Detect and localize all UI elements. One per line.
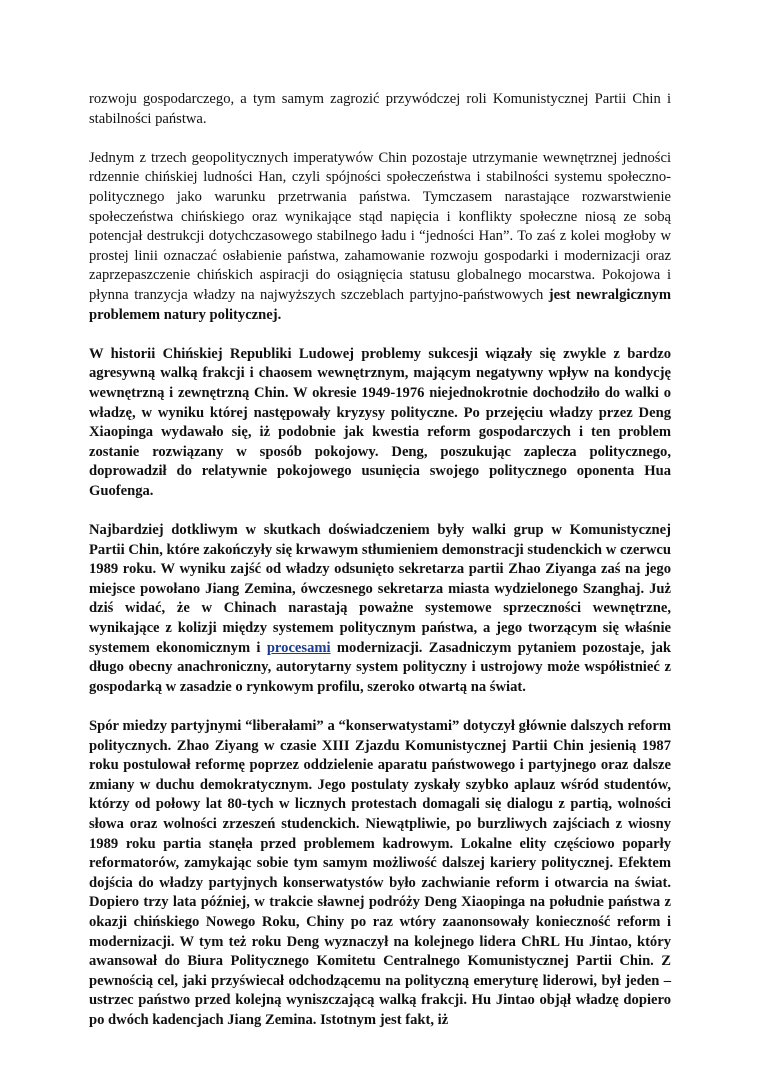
bold-phrase: jest newralgicznym problemem natury politycznej. — [89, 286, 671, 323]
paragraph-text: modernizacji. Zasadniczym pytaniem pozostaje, jak długo obecny anachroniczny, autorytarny system polityczny i ustrojowy może współistnieć z gospodarką w zasadzie o rynkowym profilu, szeroko otwartą na świat. — [89, 639, 671, 695]
paragraph-geopolitical-imperatives — [89, 149, 671, 325]
paragraph-text: Najbardziej dotkliwym w skutkach doświadczeniem były walki grup w Komunistycznej Partii Chin, które zakończyły się krwawym stłumieniem demonstracji studenckich w czerwcu 1989 roku. W wyniku zajść od władzy odsunięto sekretarza partii Zhao Ziyanga zaś na jego miejsce powołano Jiang Zemina, ówczesnego sekretarza miasta wydzielonego Szanghaj. Już dziś widać, że w Chinach narastają poważne systemowe sprzeczności wewnętrzne, wynikające z kolizji między systemem politycznym państwa, a jego tworzącym się właśnie systemem ekonomicznym i — [89, 522, 671, 656]
paragraph-text: Jednym z trzech geopolitycznych imperatywów Chin pozostaje utrzymanie wewnętrznej jedności rdzennie chińskiej ludności Han, czyli spójności społeczeństwa i stabilności systemu społeczno-politycznego jako warunku przetrwania państwa. Tymczasem narastające rozwarstwienie społeczeństwa chińskiego oraz wynikające stąd napięcia i konflikty społeczne niosą ze sobą potencjał destrukcji dotychczasowego stabilnego ładu i “jedności Han”. To zaś z kolei mogłoby w prostej linii oznaczać osłabienie państwa, zahamowanie rozwoju gospodarki i modernizacji oraz zaprzepaszczenie chińskich aspiracji do osiągnięcia statusu globalnego mocarstwa. Pokojowa i płynna tranzycja władzy na najwyższych szczeblach partyjno-państwowych — [89, 149, 671, 303]
procesami-link[interactable]: procesami — [266, 639, 331, 656]
paragraph-liberals-conservatives: Spór miedzy partyjnymi “liberałami” a “konserwatystami” dotyczył głównie dalszych reform politycznych. Zhao Ziyang w czasie XIII Zjazdu Komunistycznej Partii Chin jesienią 1987 roku postulował reformę poprzez oddzielenie aparatu państwowego i partyjnego oraz dalsze zmiany w duchu demokratycznym. Jego postulaty zyskały szybko aplauz wśród studentów, którzy od połowy lat 80-tych w licznych protestach domagali się dialogu z partią, wolności słowa oraz wolności zrzeszeń studenckich. Niewątpliwie, po burzliwych zajściach z wiosny 1989 roku partia stanęła przed problemem kadrowym. Lokalne elity częściowo poparły reformatorów, zamykając sobie tym samym możliwość dalszej kariery politycznej. Efektem dojścia do władzy partyjnych konserwatystów było zachwianie reform i otwarcia na świat. Dopiero trzy lata później, w trakcie sławnej podróży Deng Xiaopinga na południe państwa z okazji chińskiego Nowego Roku, Chiny po raz wtóry zaanonsowały konieczność reform i modernizacji. W tym też roku Deng wyznaczył na kolejnego lidera ChRL Hu Jintao, który awansował do Biura Politycznego Komitetu Centralnego Komunistycznej Partii Chin. Z pewnością cel, jaki przyświecał odchodzącemu na polityczną emeryturę liderowi, był jeden – ustrzec państwo przed kolejną wyniszczającą walką frakcji. Hu Jintao objął władzę dopiero po dwóch kadencjach Jiang Zemina. Istotnym jest fakt, iż — [89, 718, 671, 1028]
paragraph-1989-events — [89, 521, 671, 697]
paragraph-succession-history: W historii Chińskiej Republiki Ludowej problemy sukcesji wiązały się zwykle z bardzo agresywną walką frakcji i chaosem wewnętrznym, mającym negatywny wpływ na kondycję wewnętrzną i zewnętrzną Chin. W okresie 1949-1976 niejednokrotnie dochodziło do walki o władzę, w wyniku której następowały kryzysy polityczne. Po przejęciu władzy przez Deng Xiaopinga wydawało się, iż podobnie jak kwestia reform gospodarczych i ten problem zostanie rozwiązany w sposób pokojowy. Deng, poszukując zaplecza politycznego, doprowadził do relatywnie pokojowego usunięcia swojego politycznego oponenta Hua Guofenga. — [89, 345, 671, 499]
document-page — [89, 90, 671, 1031]
paragraph-continuation: rozwoju gospodarczego, a tym samym zagrozić przywódczej roli Komunistycznej Partii Chin i stabilności państwa. — [89, 91, 671, 127]
